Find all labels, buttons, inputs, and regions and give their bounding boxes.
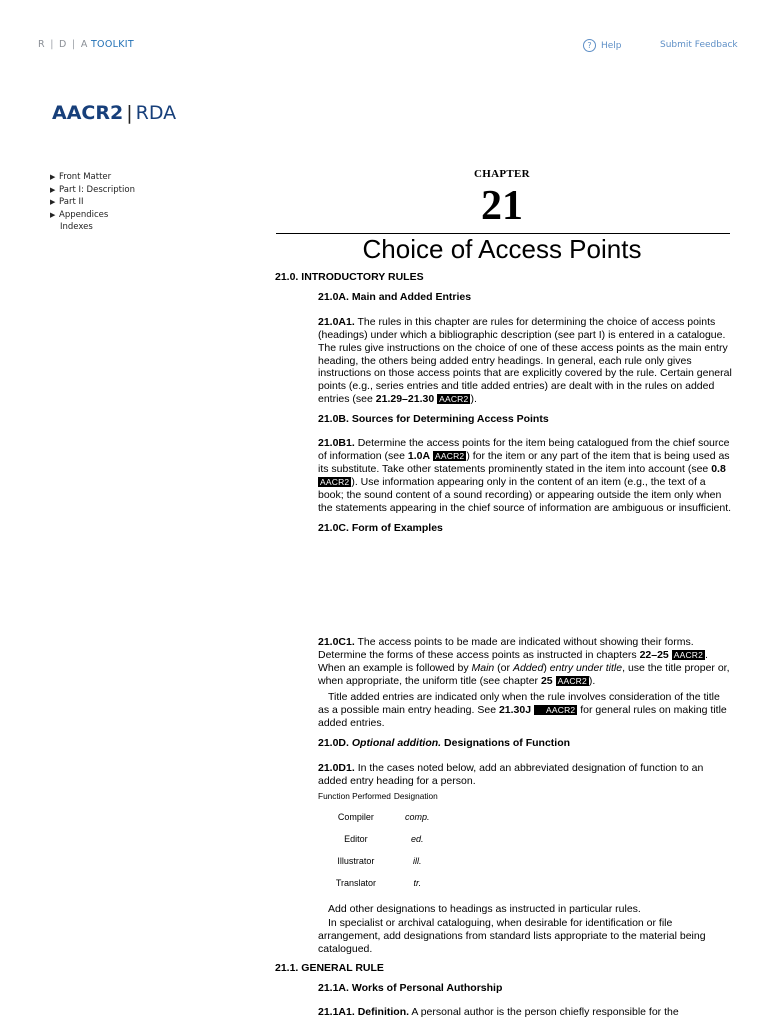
table-cell-designation: ed. — [411, 834, 424, 845]
rule-reference[interactable]: 25 — [540, 675, 553, 688]
sidebar-nav — [50, 171, 135, 234]
rule-number: 21.0B1. — [318, 437, 355, 450]
paragraph-title-added-entries: Title added entries are indicated only when the rule involves consideration of the title as a possible main entry heading. See 21.30J AACR2 for general rules on making title added entries. — [318, 691, 727, 729]
aacr2-badge[interactable]: AACR2 — [673, 650, 704, 661]
subsection-heading-21-1A: 21.1A. Works of Personal Authorship — [318, 981, 503, 994]
aacr2-badge[interactable]: AACR2 — [557, 676, 587, 687]
table-cell-designation: comp. — [405, 812, 430, 823]
section-heading-21-0: 21.0. INTRODUCTORY RULES — [275, 271, 424, 283]
paragraph-specialist-cataloguing: In specialist or archival cataloguing, when desirable for identification or file arrangement, add designations from standard lists appropriate to the material being catalogued. — [318, 916, 706, 955]
logo-aacr2: AACR2 — [52, 102, 124, 124]
chapter-number: 21 — [481, 183, 523, 229]
top-bar — [0, 0, 768, 90]
rule-number: 21.1A1. Definition. — [318, 1006, 410, 1019]
table-cell-function: Editor — [344, 834, 368, 845]
table-header: Function Performed — [318, 791, 391, 802]
table-row — [318, 873, 441, 895]
aacr2-badge[interactable]: AACR2 — [435, 450, 465, 461]
function-designation-table — [318, 790, 732, 895]
rule-reference[interactable]: 1.0A — [407, 449, 431, 462]
table-cell-function: Translator — [335, 878, 377, 889]
table-cell-designation: ill. — [413, 856, 422, 867]
aacr2-rda-logo[interactable] — [52, 102, 176, 124]
table-row — [318, 829, 441, 851]
rule-number: 21.0D1. — [318, 761, 355, 774]
subsection-heading-21-0C: 21.0C. Form of Examples — [318, 521, 443, 534]
nav-item-appendices[interactable] — [50, 209, 135, 222]
logo-separator: | — [126, 102, 133, 124]
rule-number: 21.0A1. — [318, 315, 355, 328]
nav-item-label: Appendices — [59, 209, 109, 220]
aacr2-badge[interactable]: AACR2 — [439, 394, 469, 405]
nav-item-label: Part I: Description — [59, 184, 135, 195]
paragraph-21-0A1: 21.0A1. The rules in this chapter are rules for determining the choice of access points (headings) under which a bibliographic description (see part I) is entered in a catalogue. The rules give instructions on the choice of one of these access points as the main entry heading, the others being added entry headings. In general, each rule only gives instructions on those access points that are explicitly covered by the rule. Certain general points (e.g., series entries and title added entries) are dealt with in the rules on added entries (see 21.29–21.30 AACR2 ). — [318, 315, 732, 406]
rule-reference[interactable]: 22–25 — [639, 649, 669, 662]
aacr2-badge[interactable]: AACR2 — [534, 705, 577, 715]
chapter-label: CHAPTER — [474, 168, 530, 180]
crumb-d: D — [59, 39, 67, 50]
nav-item-label: Part II — [59, 197, 84, 208]
paragraph-21-0C1: 21.0C1. The access points to be made are indicated without showing their forms. Determine the forms of these access points as instructed in chapters 22–25 AACR2 . When an example is followed by Main (or Added) entry under title, use the title proper or, when appropriate, the uniform title (see chapter 25 AACR2 ). — [318, 636, 730, 688]
section-heading-21-1: 21.1. GENERAL RULE — [275, 961, 384, 974]
nav-item-front-matter[interactable] — [50, 171, 135, 184]
subsection-heading-21-0A: 21.0A. Main and Added Entries — [318, 290, 472, 303]
rule-number: 21.0C1. — [318, 636, 355, 649]
logo-rda: RDA — [135, 102, 177, 124]
nav-item-label: Front Matter — [59, 172, 112, 182]
table-cell-function: Compiler — [337, 812, 374, 823]
table-header: Designation — [393, 791, 438, 802]
expand-arrow-icon[interactable]: ▶ — [50, 185, 56, 194]
table-cell-designation: tr. — [413, 878, 422, 889]
table-row — [318, 851, 441, 873]
chapter-title: Choice of Access Points — [362, 234, 642, 264]
crumb-a: A — [80, 39, 88, 50]
help-link[interactable] — [583, 39, 622, 52]
expand-arrow-icon[interactable]: ▶ — [50, 210, 56, 219]
crumb-toolkit: TOOLKIT — [90, 39, 134, 50]
paragraph-text: The rules in this chapter are rules for determining the choice of access points (headings) under which a bibliographic description (see part I) is entered in a catalogue. The rules give instructions on the choice of one of these access points as the main entry heading, the others being added entry headings. In general, each rule only gives instructions on those access points that are explicitly covered by the rule. Certain general points (e.g., series entries and title added entries) are dealt with in the rules on added entries (see — [318, 315, 732, 406]
nav-item-label: Indexes — [60, 222, 93, 233]
table-cell-function: Illustrator — [337, 856, 375, 867]
nav-item-part-1[interactable] — [50, 184, 135, 197]
expand-arrow-icon[interactable]: ▶ — [50, 198, 56, 207]
help-label: Help — [601, 40, 622, 51]
rule-reference[interactable]: 21.30J — [498, 703, 532, 716]
nav-item-indexes[interactable] — [50, 221, 135, 234]
rule-reference[interactable]: 21.29–21.30 — [375, 393, 435, 406]
rule-content — [275, 271, 732, 1019]
paragraph-other-designations: Add other designations to headings as instructed in particular rules. — [328, 903, 641, 915]
help-icon: ? — [583, 39, 596, 52]
rule-reference[interactable]: 0.8 — [711, 462, 726, 475]
aacr2-badge[interactable]: AACR2 — [320, 476, 350, 487]
submit-feedback-link[interactable]: Submit Feedback — [660, 40, 738, 50]
crumb-r: R — [38, 39, 45, 50]
subsection-heading-21-0D: 21.0D. Optional addition. Designations of Function — [318, 736, 571, 749]
paragraph-21-1A1: 21.1A1. Definition. A personal author is the person chiefly responsible for the — [318, 1006, 679, 1019]
table-row — [318, 807, 441, 829]
subsection-heading-21-0B: 21.0B. Sources for Determining Access Points — [318, 413, 549, 426]
nav-item-part-2[interactable] — [50, 196, 135, 209]
paragraph-21-0D1: 21.0D1. In the cases noted below, add an abbreviated designation of function to an added entry heading for a person. — [318, 761, 704, 787]
examples-blank-area — [275, 534, 732, 636]
expand-arrow-icon[interactable]: ▶ — [50, 173, 56, 181]
rda-toolkit-breadcrumb[interactable]: R | D | A TOOLKIT — [38, 39, 134, 50]
paragraph-21-0B1: 21.0B1. Determine the access points for the item being catalogued from the chief source of information (see 1.0A AACR2 ) for the item or any part of the item that is being used as its substitute. Take other statements prominently stated in the item into account (see 0.8 AACR2 ). Use information appearing only in the content of an item (e.g., the text of a book; the sound content of a sound recording) or appearing outside the item only when the statements appearing in the chief source of information are ambiguous or insufficient. — [318, 437, 732, 514]
